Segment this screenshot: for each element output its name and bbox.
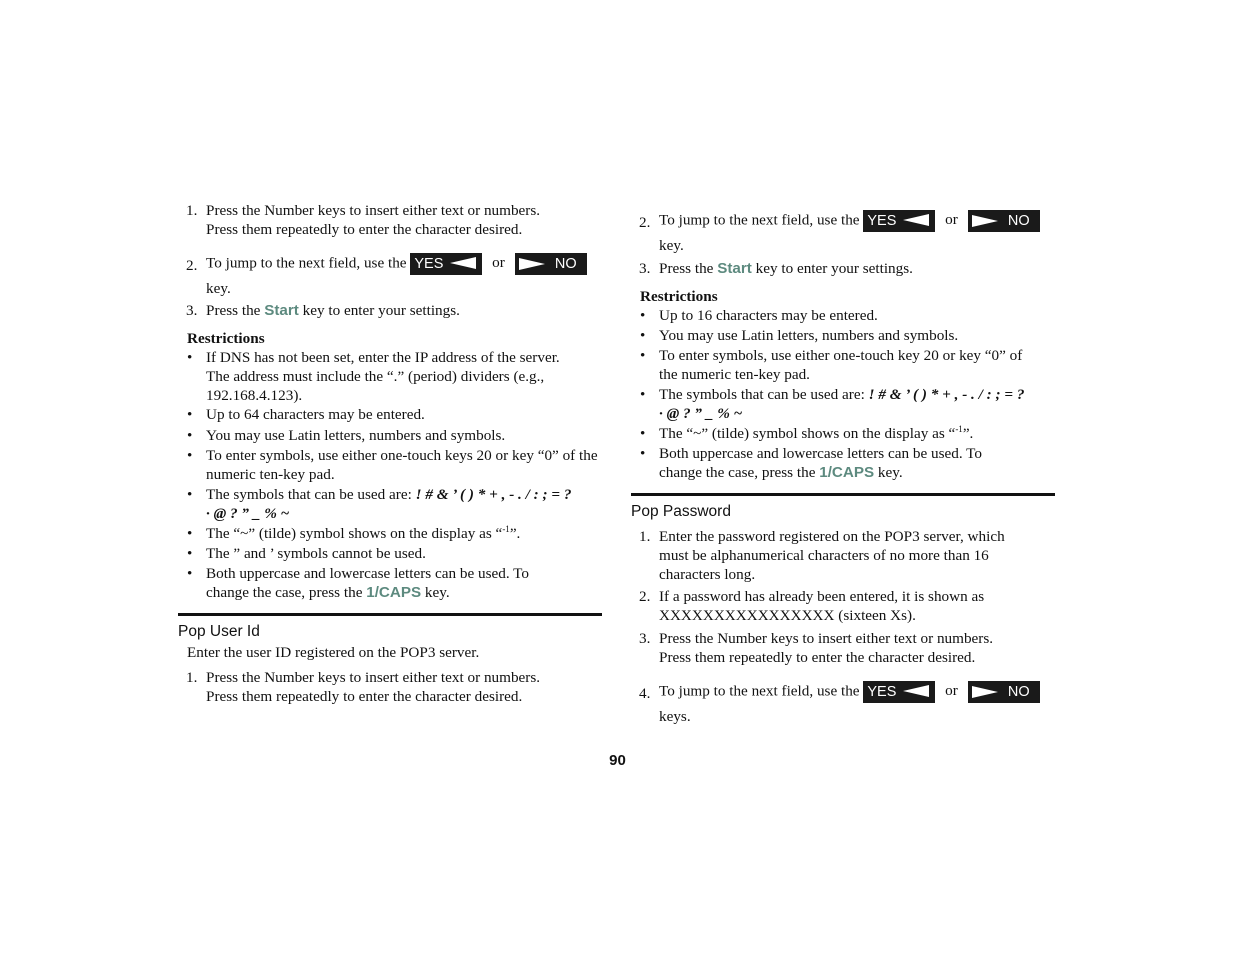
section-divider [631, 493, 1055, 496]
arrow-right-icon [972, 215, 998, 227]
start-key-label: Start [717, 260, 752, 277]
caps-key-label: 1/CAPS [366, 584, 422, 601]
arrow-left-icon [903, 685, 929, 697]
section-divider [178, 613, 602, 616]
arrow-right-icon [519, 258, 545, 270]
restrictions-heading: Restrictions [640, 288, 718, 305]
yes-key: YES [410, 253, 482, 275]
no-key: NO [968, 210, 1040, 232]
no-key: NO [515, 253, 587, 275]
caps-key-label: 1/CAPS [819, 464, 875, 481]
arrow-left-icon [903, 214, 929, 226]
start-key-label: Start [264, 302, 299, 319]
section-title-pop-password: Pop Password [631, 503, 731, 520]
arrow-right-icon [972, 686, 998, 698]
page-number: 90 [609, 752, 626, 769]
yes-key: YES [863, 210, 935, 232]
section-title-pop-user-id: Pop User Id [178, 623, 260, 640]
yes-key: YES [863, 681, 935, 703]
section-intro: Enter the user ID registered on the POP3 server. [187, 644, 480, 661]
restrictions-heading: Restrictions [187, 330, 265, 347]
arrow-left-icon [450, 257, 476, 269]
no-key: NO [968, 681, 1040, 703]
